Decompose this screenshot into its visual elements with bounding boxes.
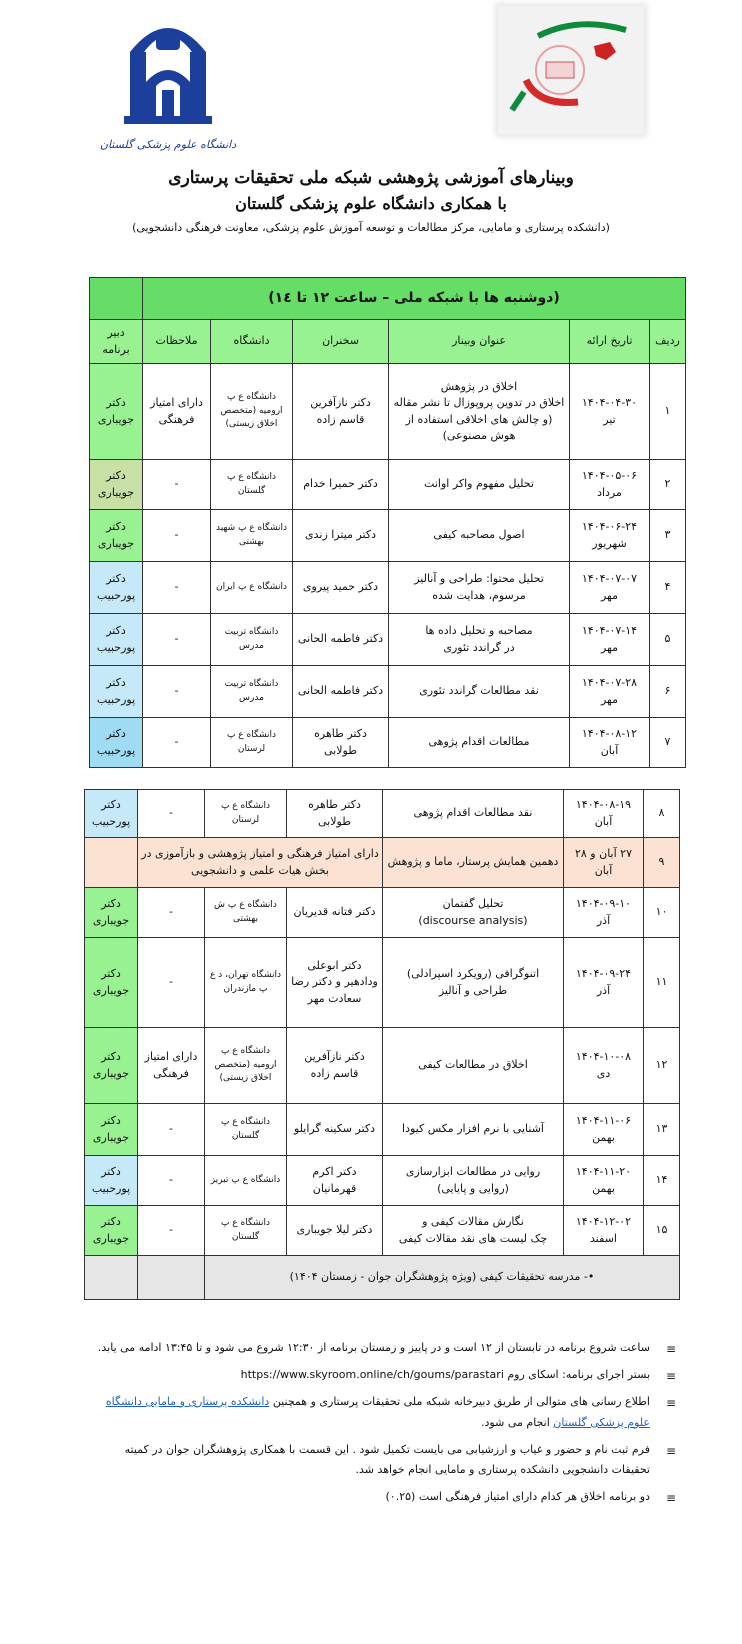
row-date-text2: مهر <box>600 692 619 706</box>
row-university <box>211 364 293 460</box>
row-index <box>644 1028 680 1104</box>
row-notes-text: - <box>169 1122 173 1136</box>
row-notes <box>143 666 211 718</box>
row-speaker-text: دکتر حمید پیروی <box>302 580 379 594</box>
subtitle: (دانشکده پرستاری و مامایی، مرکز مطالعات و توسعه آموزش علوم پزشکی، معاونت فرهنگی دانشجویی) <box>132 221 610 234</box>
col-header-speaker: سخنران <box>293 320 389 364</box>
schedule-table-part2 <box>84 789 680 1300</box>
row-title-text: تحلیل محتوا: طراحی و آنالیز <box>414 572 544 585</box>
row-university-text: دانشگاه ع پ لرستان <box>226 730 277 754</box>
row-notes <box>143 460 211 510</box>
row-title-text2: طراحی و آنالیز <box>438 983 508 997</box>
row-title <box>383 790 564 838</box>
row-university-text: دانشگاه تربیت مدرس <box>224 679 279 703</box>
note-text: بستر اجرای برنامه: اسکای روم <box>507 1367 650 1381</box>
row-secretary <box>85 790 138 838</box>
row-secretary-text: دکتر پورحبیب <box>96 676 136 706</box>
row-date-text: ۱۴۰۴-۱۰-۰۸ <box>575 1050 632 1063</box>
row-notes <box>138 1206 205 1256</box>
row-date-text2: آذر <box>596 983 611 997</box>
row-title <box>383 938 564 1028</box>
row-index <box>644 838 680 888</box>
row-secretary <box>85 938 138 1028</box>
row-speaker <box>293 364 389 460</box>
row-index <box>644 790 680 838</box>
row-notes-text: دارای امتیاز فرهنگی <box>150 396 203 426</box>
row-speaker-text: دکتر نازآفرین قاسم زاده <box>310 396 371 426</box>
row-secretary <box>90 614 143 666</box>
row-date <box>564 1028 644 1104</box>
table-row <box>85 1104 680 1156</box>
row-secretary <box>90 510 143 562</box>
row-title-text: نگارش مقالات کیفی و <box>422 1215 524 1228</box>
row-university-text: دانشگاه تربیت مدرس <box>224 627 279 651</box>
row-notes-text: - <box>174 684 179 698</box>
row-index-text: ۱ <box>664 404 671 418</box>
row-notes-text: دارای امتیاز فرهنگی <box>144 1050 198 1080</box>
row-speaker <box>293 562 389 614</box>
row-title-text2: اخلاق در تدوین پروپوزال تا نشر مقاله (و چالش های اخلاقی استفاده از هوش مصنوعی) <box>393 396 565 442</box>
row-date-text: ۱۴۰۴-۰۷-۰۷ <box>581 572 638 585</box>
row-date-text: ۱۴۰۴-۰۶-۲۴ <box>581 520 638 533</box>
row-date <box>570 666 650 718</box>
row-date-text: ۱۴۰۴-۰۴-۳۰ <box>581 396 638 409</box>
row-speaker <box>287 790 383 838</box>
row-title-text: دهمین همایش پرستار، ماما و پژوهش <box>387 855 559 869</box>
row-speaker <box>287 938 383 1028</box>
row-university-text: دانشگاه ع پ شهید بهشتی <box>215 523 288 547</box>
table-row <box>85 1206 680 1256</box>
col-header-university: دانشگاه <box>211 320 293 364</box>
row-index <box>650 666 686 718</box>
row-university <box>205 1156 287 1206</box>
row-university-text: دانشگاه ع پ ش بهشتی <box>214 900 277 924</box>
row-secretary <box>85 838 138 888</box>
col-header-secretary: دبیر برنامه <box>90 320 143 364</box>
row-index-text: ۱۴ <box>655 1173 668 1187</box>
row-secretary <box>90 364 143 460</box>
row-university-text: دانشگاه ع پ تبریز <box>210 1174 281 1185</box>
row-speaker <box>287 1028 383 1104</box>
row-university <box>205 1028 287 1104</box>
row-index-text: ۱۱ <box>655 975 668 989</box>
row-notes <box>143 364 211 460</box>
table-header-row <box>90 320 686 364</box>
row-university <box>211 562 293 614</box>
note-item <box>84 1365 680 1386</box>
row-index <box>650 562 686 614</box>
row-notes-text: - <box>174 477 179 491</box>
row-notes-text: - <box>169 806 173 820</box>
row-secretary-text: دکتر جویباری <box>97 520 135 550</box>
row-university-text: دانشگاه ع پ لرستان <box>220 801 271 825</box>
row-title-text: نقد مطالعات گراندد تئوری <box>419 684 539 698</box>
table-body-part2 <box>85 790 680 1300</box>
row-secretary <box>90 562 143 614</box>
row-index-text: ۶ <box>664 684 671 698</box>
row-title-text2: در گراندد تئوری <box>443 640 515 654</box>
note-text: فرم ثبت نام و حضور و غیاب و ارزشیابی می بایست تکمیل شود . این قسمت با همکاری پژوهشگران جوان در کمیته تحقیقات دانشجویی دانشکده پرستاری و مامایی انجام خواهد شد. <box>124 1442 650 1477</box>
row-date-text2: بهمن <box>592 1130 615 1144</box>
row-notes <box>138 1028 205 1104</box>
row-notes <box>138 888 205 938</box>
row-date-text2: دی <box>596 1066 611 1080</box>
row-speaker-text: دکتر فاطمه الحانی <box>297 632 384 646</box>
row-speaker <box>287 1156 383 1206</box>
row-title-text: اخلاق در مطالعات کیفی <box>418 1058 528 1072</box>
row-date-text: ۱۴۰۴-۰۸-۱۲ <box>581 727 638 740</box>
row-title <box>383 838 564 888</box>
row-university <box>205 938 287 1028</box>
row-university <box>205 1206 287 1256</box>
col-header-title: عنوان وبینار <box>389 320 570 364</box>
note-text: دو برنامه اخلاق هر کدام دارای امتیاز فرهنگی است (۰.۲۵) <box>385 1490 650 1504</box>
row-date-text2: اسفند <box>590 1231 617 1245</box>
row-merged-note <box>138 838 383 888</box>
table-row <box>90 666 686 718</box>
row-notes-text: - <box>169 1223 173 1237</box>
row-speaker-text: دکتر نازآفرین قاسم زاده <box>304 1050 365 1080</box>
col-header-date: تاریخ ارائه <box>570 320 650 364</box>
note-text: انجام می شود. <box>481 1415 550 1429</box>
national-network-logo <box>498 6 644 134</box>
faculty-link[interactable]: دانشکده پرستاری و مامایی دانشگاه علوم پزشکی گلستان <box>105 1394 650 1429</box>
row-speaker-text: دکتر ابوعلی وداد‌هیر و دکتر رضا سعادت مهر <box>291 958 378 1005</box>
note-item <box>84 1392 680 1434</box>
row-notes <box>138 790 205 838</box>
row-notes <box>143 718 211 768</box>
row-speaker <box>293 460 389 510</box>
row-title-text: نقد مطالعات اقدام پژوهی <box>413 806 533 820</box>
table-row <box>85 1028 680 1104</box>
row-speaker <box>287 888 383 938</box>
table-row <box>85 888 680 938</box>
row-notes <box>143 562 211 614</box>
row-secretary <box>90 666 143 718</box>
row-notes-text: - <box>174 580 179 594</box>
table-banner-row <box>90 278 686 320</box>
row-title-text2: (روایی و پایایی) <box>437 1181 509 1195</box>
row-index-text: ۵ <box>664 632 671 646</box>
row-notes-text: - <box>174 632 179 646</box>
row-title-text: آشنایی با نرم افزار مکس کیودا <box>402 1122 544 1136</box>
row-date <box>570 718 650 768</box>
row-date-text: ۱۴۰۴-۱۲-۰۲ <box>575 1215 632 1228</box>
row-notes-text: - <box>174 735 179 749</box>
row-university <box>211 460 293 510</box>
row-university-text: دانشگاه ع پ ارومیه (متخصص اخلاق زیستی) <box>214 1046 277 1084</box>
row-index <box>644 938 680 1028</box>
row-title-text: روایی در مطالعات ابزارسازی <box>405 1165 541 1178</box>
row-university-text: دانشگاه ع پ ایران <box>216 581 287 592</box>
row-date-text2: مهر <box>600 640 619 654</box>
row-speaker-text: دکتر سکینه گرایلو <box>293 1122 376 1136</box>
row-date-text2: آبان <box>594 863 613 877</box>
row-secretary-text: دکتر پورحبیب <box>96 572 136 602</box>
row-speaker <box>293 718 389 768</box>
note-item <box>84 1487 680 1508</box>
row-date-text: ۱۴۰۴-۰۷-۱۴ <box>581 624 638 637</box>
table-row <box>85 1156 680 1206</box>
row-secretary-text: دکتر جویباری <box>92 1050 130 1080</box>
row-merged-note-text: دارای امتیاز فرهنگی و امتیاز پژوهشی و بازآموزی در بخش هیات علمی و دانشجویی <box>141 847 379 877</box>
row-date-text2: آبان <box>600 743 619 757</box>
row-secretary-text: دکتر پورحبیب <box>91 798 131 828</box>
row-secretary <box>85 1156 138 1206</box>
row-date-text: ۱۴۰۴-۰۹-۲۴ <box>575 967 632 980</box>
row-speaker-text: دکتر میترا زندی <box>305 528 376 542</box>
bullet-icon: ≡ <box>665 1368 676 1383</box>
row-index <box>650 460 686 510</box>
row-notes <box>138 938 205 1028</box>
table-row <box>90 614 686 666</box>
row-date-text2: تیر <box>603 412 616 426</box>
row-index <box>650 510 686 562</box>
note-text: اطلاع رسانی های متوالی از طریق دبیرخانه شبکه ملی تحقیقات پرستاری و همچنین <box>272 1394 650 1408</box>
row-speaker-text: دکتر طاهره طولابی <box>314 727 367 757</box>
main-title: وبینارهای آموزشی پژوهشی شبکه ملی تحقیقات پرستاری <box>168 168 574 188</box>
row-secretary <box>85 1104 138 1156</box>
row-title-text: تحلیل گفتمان <box>442 897 504 910</box>
row-secretary <box>85 1206 138 1256</box>
row-title <box>389 510 570 562</box>
row-title-text: مطالعات اقدام پژوهی <box>428 735 530 749</box>
row-university <box>211 718 293 768</box>
school-note <box>205 1256 680 1300</box>
row-university <box>211 510 293 562</box>
row-title-text2: (discourse analysis) <box>418 913 528 927</box>
note-item <box>84 1440 680 1482</box>
row-title <box>389 718 570 768</box>
row-index-text: ۷ <box>664 735 671 749</box>
schedule-table-part1 <box>89 277 686 768</box>
row-notes-text: - <box>169 905 173 919</box>
row-date <box>570 562 650 614</box>
row-index <box>644 888 680 938</box>
row-secretary-text: دکتر جویباری <box>92 1114 130 1144</box>
row-university <box>205 888 287 938</box>
row-date-text: ۱۴۰۴-۰۹-۱۰ <box>575 897 632 910</box>
row-university <box>211 666 293 718</box>
row-notes-text: - <box>169 975 173 989</box>
table-row <box>90 562 686 614</box>
row-date <box>564 1206 644 1256</box>
row-date-text2: بهمن <box>592 1181 615 1195</box>
bullet-icon: ≡ <box>665 1491 676 1506</box>
page-header <box>0 168 742 234</box>
row-title <box>383 1156 564 1206</box>
row-date-text2: مرداد <box>597 485 622 499</box>
col-header-index: ردیف <box>650 320 686 364</box>
row-index-text: ۱۳ <box>655 1122 668 1136</box>
row-date-text2: شهریور <box>592 536 627 550</box>
row-date-text: ۱۴۰۴-۰۵-۰۶ <box>581 469 638 482</box>
school-empty-1 <box>138 1256 205 1300</box>
row-university-text: دانشگاه ع پ ارومیه (متخصص اخلاق زیستی) <box>220 392 283 430</box>
row-speaker-text: دکتر حمیرا خدام <box>303 477 378 491</box>
row-index-text: ۱۲ <box>655 1058 668 1072</box>
row-speaker <box>293 510 389 562</box>
row-speaker-text: دکتر اکرم قهرمانیان <box>312 1165 357 1195</box>
table-row <box>90 718 686 768</box>
row-university <box>205 790 287 838</box>
row-index-text: ۹ <box>658 855 665 869</box>
row-title <box>389 562 570 614</box>
row-index <box>644 1104 680 1156</box>
table-banner: (دوشنبه ها با شبکه ملی – ساعت ۱۲ تا ۱٤) <box>143 278 686 320</box>
row-date-text2: آذر <box>596 913 611 927</box>
row-title-text: اتنوگرافی (رویکرد اسپرادلی) <box>406 967 540 980</box>
skyroom-url[interactable]: https://www.skyroom.online/ch/goums/parastari <box>240 1367 504 1381</box>
row-speaker-text: دکتر فتانه قدیریان <box>293 905 376 919</box>
row-index-text: ۸ <box>658 806 665 820</box>
row-secretary <box>90 460 143 510</box>
row-secretary <box>85 1028 138 1104</box>
row-speaker-text: دکتر طاهره طولابی <box>308 798 361 828</box>
row-title <box>383 1028 564 1104</box>
secondary-title: با همکاری دانشگاه علوم پزشکی گلستان <box>235 194 507 213</box>
bullet-icon: ≡ <box>665 1342 676 1356</box>
row-university <box>211 614 293 666</box>
table-row <box>90 364 686 460</box>
row-secretary-text: دکتر پورحبیب <box>96 727 136 757</box>
banner-corner <box>90 278 143 320</box>
row-date <box>570 364 650 460</box>
table-row <box>90 460 686 510</box>
table-row <box>85 790 680 838</box>
row-date-text: ۱۴۰۴-۰۷-۲۸ <box>581 676 638 689</box>
row-notes-text: - <box>169 1173 173 1187</box>
table-body-part1 <box>90 364 686 768</box>
row-secretary-text: دکتر جویباری <box>97 469 135 499</box>
row-notes <box>138 1104 205 1156</box>
note-item <box>84 1338 680 1359</box>
row-index <box>650 718 686 768</box>
row-date-text: ۱۴۰۴-۱۱-۰۶ <box>575 1114 632 1127</box>
row-notes <box>143 510 211 562</box>
table-row <box>85 938 680 1028</box>
note-text: ساعت شروع برنامه در تابستان از ۱۲ است و در پاییز و زمستان برنامه از ۱۲:۳۰ شروع می شود و تا ۱۳:۴۵ ادامه می یابد. <box>97 1341 650 1354</box>
row-date <box>570 614 650 666</box>
row-date-text: ۱۴۰۴-۱۱-۲۰ <box>575 1165 632 1178</box>
row-date <box>564 1104 644 1156</box>
table-row <box>90 510 686 562</box>
table-row-school <box>85 1256 680 1300</box>
row-university-text: دانشگاه تهران، د ع پ مازندران <box>209 970 282 994</box>
row-secretary <box>85 888 138 938</box>
row-title <box>383 1104 564 1156</box>
row-secretary-text: دکتر جویباری <box>97 396 135 426</box>
row-secretary-text: دکتر پورحبیب <box>91 1165 131 1195</box>
row-university-text: دانشگاه ع پ گلستان <box>220 1218 271 1242</box>
row-title-text: تحلیل مفهوم واکر اوانت <box>424 477 534 491</box>
bullet-icon: ≡ <box>665 1395 676 1410</box>
row-date <box>570 460 650 510</box>
row-speaker <box>293 614 389 666</box>
svg-text:دانشگاه علوم پزشکی گلستان: دانشگاه علوم پزشکی گلستان <box>99 138 237 151</box>
row-speaker-text: دکتر فاطمه الحانی <box>297 684 384 698</box>
row-secretary <box>90 718 143 768</box>
golestan-university-logo <box>99 12 237 162</box>
row-secretary-text: دکتر جویباری <box>92 967 130 997</box>
row-title <box>389 666 570 718</box>
school-note-text: •- مدرسه تحقیقات کیفی (ویژه پژوهشگران جوان - زمستان ۱۴۰۴) <box>289 1270 595 1284</box>
row-date-text2: مهر <box>600 588 619 602</box>
row-date-text2: آبان <box>594 814 613 828</box>
row-title-text: اصول مصاحبه کیفی <box>433 528 525 542</box>
bullet-icon: ≡ <box>665 1443 676 1458</box>
row-title <box>383 1206 564 1256</box>
row-speaker <box>293 666 389 718</box>
row-date <box>564 838 644 888</box>
row-secretary-text: دکتر پورحبیب <box>96 624 136 654</box>
row-university-text: دانشگاه ع پ گلستان <box>226 472 277 496</box>
col-header-notes: ملاحظات <box>143 320 211 364</box>
row-date <box>564 790 644 838</box>
row-notes <box>143 614 211 666</box>
row-title-text2: مرسوم، هدایت شده <box>432 588 526 602</box>
row-index <box>650 364 686 460</box>
row-date <box>564 1156 644 1206</box>
row-title <box>389 364 570 460</box>
row-speaker <box>287 1206 383 1256</box>
row-date-text: ۲۷ آبان و ۲۸ <box>574 847 632 860</box>
row-title-text2: چک لیست های نقد مقالات کیفی <box>398 1231 548 1245</box>
row-secretary-text: دکتر جویباری <box>92 897 130 927</box>
school-empty-2 <box>85 1256 138 1300</box>
row-date-text: ۱۴۰۴-۰۸-۱۹ <box>575 798 632 811</box>
row-secretary-text: دکتر جویباری <box>92 1215 130 1245</box>
row-index-text: ۱۵ <box>655 1223 668 1237</box>
row-index-text: ۱۰ <box>655 905 668 919</box>
row-title <box>389 614 570 666</box>
row-notes <box>138 1156 205 1206</box>
row-university-text: دانشگاه ع پ گلستان <box>220 1117 271 1141</box>
row-date <box>570 510 650 562</box>
row-date <box>564 888 644 938</box>
row-index-text: ۴ <box>664 580 671 594</box>
row-speaker <box>287 1104 383 1156</box>
row-index-text: ۲ <box>664 477 671 491</box>
row-index <box>644 1156 680 1206</box>
row-title-text: مصاحبه و تحلیل داده ها <box>425 624 533 637</box>
row-notes-text: - <box>174 528 179 542</box>
row-title <box>389 460 570 510</box>
row-index <box>650 614 686 666</box>
row-index-text: ۳ <box>664 528 671 542</box>
row-index <box>644 1206 680 1256</box>
row-date <box>564 938 644 1028</box>
row-title <box>383 888 564 938</box>
row-title-text: اخلاق در پژوهش <box>440 379 518 393</box>
row-speaker-text: دکتر لیلا جویباری <box>296 1223 373 1237</box>
row-university <box>205 1104 287 1156</box>
table-row-conference <box>85 838 680 888</box>
notes-section <box>84 1338 680 1514</box>
